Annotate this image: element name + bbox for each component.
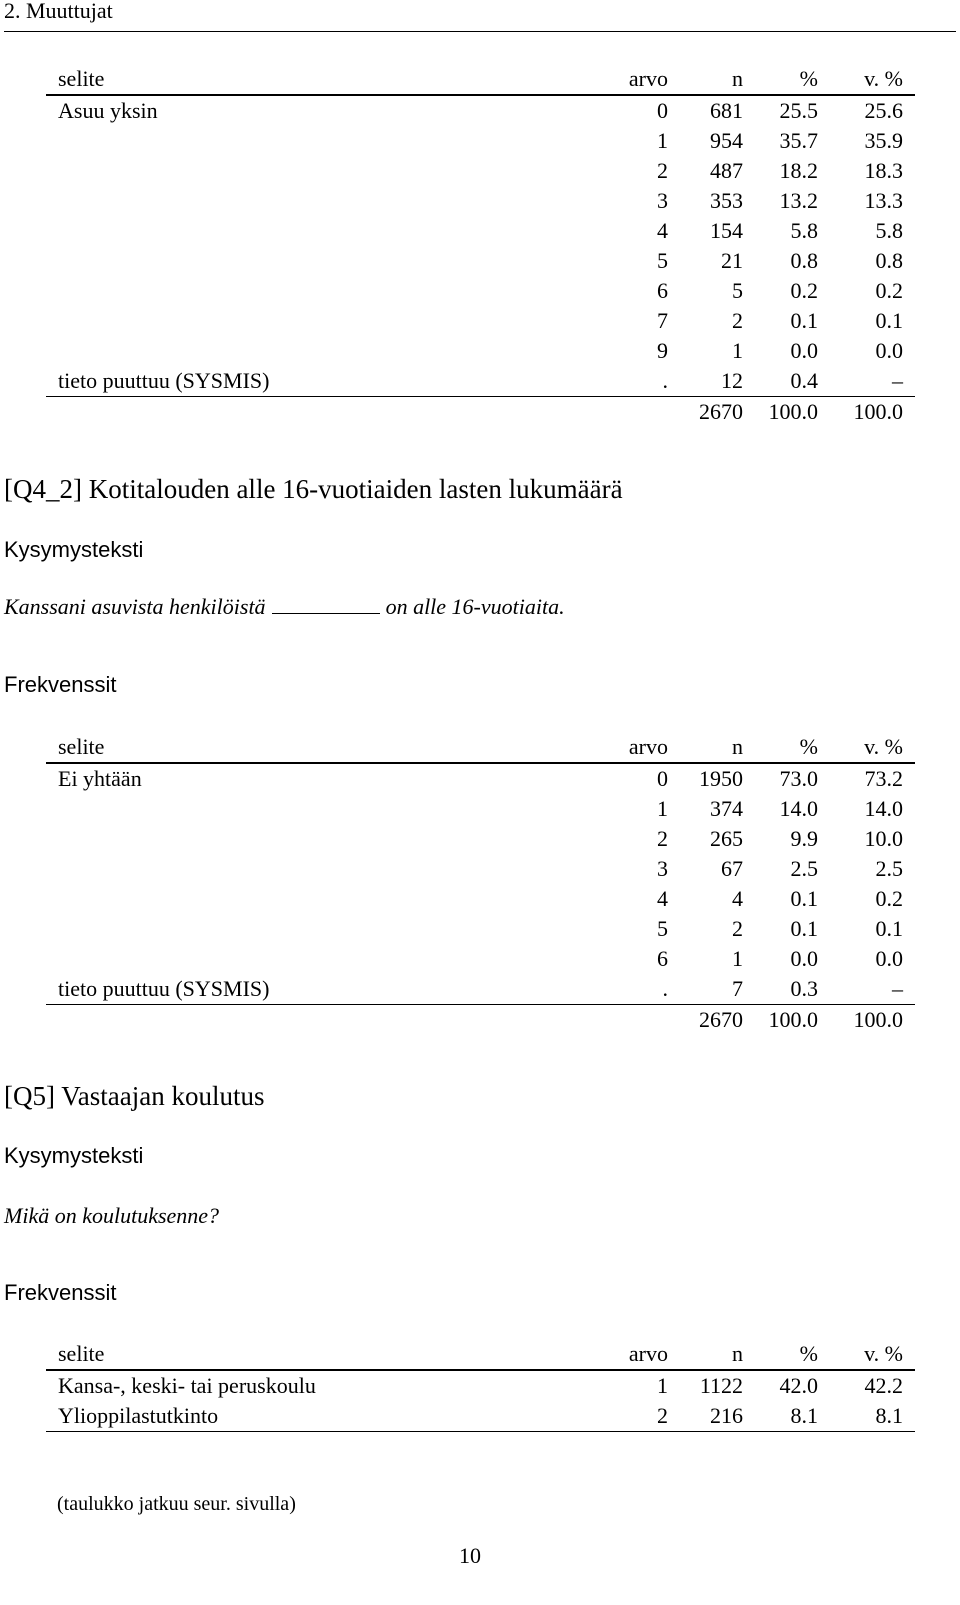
question-text-q4-2 (4, 594, 565, 620)
cell-n: 353 (710, 188, 743, 213)
cell-arvo: 6 (657, 946, 668, 971)
total-row (46, 397, 915, 428)
cell-selite: Kansa-, keski- tai peruskoulu (58, 1373, 316, 1398)
col-header-arvo: arvo (628, 66, 668, 91)
cell-pct: 42.0 (779, 1373, 818, 1398)
freq-table-q5 (46, 1339, 915, 1432)
cell-arvo: . (662, 368, 668, 393)
cell-arvo: 1 (657, 128, 668, 153)
cell-arvo: 0 (657, 766, 668, 791)
cell-arvo: 4 (657, 886, 668, 911)
freq-heading-q4-2: Frekvenssit (4, 672, 117, 697)
cell-arvo: 0 (657, 98, 668, 123)
cell-selite: Ylioppilastutkinto (58, 1403, 219, 1428)
cell-n: 216 (710, 1403, 743, 1428)
cell-arvo: 3 (657, 188, 668, 213)
cell-pct: 13.2 (779, 188, 818, 213)
cell-pct: 8.1 (790, 1403, 818, 1428)
cell-pct: 2.5 (790, 856, 818, 881)
total-row (46, 1005, 915, 1036)
total-arvo (588, 1005, 668, 1036)
question-text-q5: Mikä on koulutuksenne? (4, 1203, 220, 1228)
cell-n: 67 (721, 856, 743, 881)
cell-selite (46, 944, 588, 974)
table-row (46, 276, 915, 306)
table-row (46, 306, 915, 336)
cell-arvo: 5 (657, 248, 668, 273)
cell-selite: tieto puuttuu (SYSMIS) (58, 368, 270, 393)
table-row (46, 824, 915, 854)
cell-arvo: 4 (657, 218, 668, 243)
cell-valid-pct: 0.2 (875, 278, 903, 303)
cell-valid-pct: 0.8 (875, 248, 903, 273)
cell-pct: 0.0 (790, 338, 818, 363)
table-row (46, 336, 915, 366)
cell-n: 4 (732, 886, 743, 911)
col-header-selite: selite (58, 66, 105, 91)
cell-arvo: 9 (657, 338, 668, 363)
cell-pct: 14.0 (779, 796, 818, 821)
table-row (46, 366, 915, 397)
cell-valid-pct: 10.0 (864, 826, 903, 851)
cell-valid-pct: – (892, 976, 903, 1001)
variable-title-q4-2: [Q4_2] Kotitalouden alle 16-vuotiaiden lasten lukumäärä (4, 474, 623, 504)
cell-n: 487 (710, 158, 743, 183)
table-row (46, 1401, 915, 1432)
cell-n: 154 (710, 218, 743, 243)
cell-n: 12 (721, 368, 743, 393)
cell-arvo: 1 (657, 1373, 668, 1398)
cell-n: 5 (732, 278, 743, 303)
table-body (46, 95, 915, 397)
table-body (46, 763, 915, 1005)
table-row (46, 1370, 915, 1401)
cell-pct: 18.2 (779, 158, 818, 183)
cell-n: 21 (721, 248, 743, 273)
table-continues-note: (taulukko jatkuu seur. sivulla) (57, 1493, 296, 1515)
cell-n: 374 (710, 796, 743, 821)
table-row (46, 884, 915, 914)
cell-arvo: . (662, 976, 668, 1001)
cell-pct: 0.4 (790, 368, 818, 393)
freq-table-asuu-yksin (46, 64, 915, 427)
cell-arvo: 6 (657, 278, 668, 303)
cell-selite (46, 246, 588, 276)
col-header-n: n (732, 66, 743, 91)
cell-selite (46, 216, 588, 246)
cell-n: 1 (732, 946, 743, 971)
cell-selite (46, 156, 588, 186)
question-text-after: on alle 16-vuotiaita. (385, 594, 565, 619)
cell-n: 2 (732, 916, 743, 941)
total-n: 2670 (699, 1007, 743, 1032)
cell-pct: 0.1 (790, 916, 818, 941)
section-header: 2. Muuttujat (4, 0, 113, 23)
cell-valid-pct: 18.3 (864, 158, 903, 183)
cell-n: 954 (710, 128, 743, 153)
cell-pct: 0.1 (790, 308, 818, 333)
cell-selite (46, 794, 588, 824)
table-row (46, 763, 915, 794)
cell-valid-pct: 25.6 (864, 98, 903, 123)
cell-selite (46, 276, 588, 306)
cell-valid-pct: 0.1 (875, 308, 903, 333)
table-row (46, 95, 915, 126)
total-arvo (588, 397, 668, 428)
cell-valid-pct: 13.3 (864, 188, 903, 213)
cell-pct: 0.0 (790, 946, 818, 971)
cell-selite (46, 186, 588, 216)
cell-selite (46, 914, 588, 944)
cell-valid-pct: 14.0 (864, 796, 903, 821)
table-header-row (46, 1339, 915, 1370)
total-label (46, 397, 588, 428)
col-header-valid-pct: v. % (864, 1341, 903, 1366)
cell-pct: 5.8 (790, 218, 818, 243)
cell-arvo: 5 (657, 916, 668, 941)
table-body (46, 1370, 915, 1432)
table-row (46, 156, 915, 186)
col-header-n: n (732, 734, 743, 759)
col-header-arvo: arvo (628, 734, 668, 759)
cell-valid-pct: 0.0 (875, 338, 903, 363)
table-row (46, 794, 915, 824)
cell-valid-pct: 8.1 (875, 1403, 903, 1428)
total-valid-pct: 100.0 (853, 1007, 903, 1032)
col-header-valid-pct: v. % (864, 66, 903, 91)
cell-selite: Ei yhtään (58, 766, 142, 791)
cell-arvo: 3 (657, 856, 668, 881)
cell-valid-pct: 5.8 (875, 218, 903, 243)
total-n: 2670 (699, 399, 743, 424)
col-header-selite: selite (58, 1341, 105, 1366)
total-label (46, 1005, 588, 1036)
total-valid-pct: 100.0 (853, 399, 903, 424)
cell-pct: 0.3 (790, 976, 818, 1001)
question-text-before: Kanssani asuvista henkilöistä (4, 594, 266, 619)
cell-selite (46, 824, 588, 854)
cell-pct: 0.8 (790, 248, 818, 273)
cell-n: 1950 (699, 766, 743, 791)
cell-pct: 35.7 (779, 128, 818, 153)
table-row (46, 246, 915, 276)
cell-pct: 73.0 (779, 766, 818, 791)
cell-selite (46, 126, 588, 156)
cell-arvo: 2 (657, 826, 668, 851)
cell-n: 1122 (699, 1373, 743, 1398)
cell-valid-pct: 0.0 (875, 946, 903, 971)
total-pct: 100.0 (768, 399, 818, 424)
cell-pct: 25.5 (779, 98, 818, 123)
table-row (46, 854, 915, 884)
cell-arvo: 2 (657, 1403, 668, 1428)
cell-pct: 0.1 (790, 886, 818, 911)
freq-table-q4-2 (46, 732, 915, 1035)
table-row (46, 126, 915, 156)
col-header-selite: selite (58, 734, 105, 759)
total-pct: 100.0 (768, 1007, 818, 1032)
cell-arvo: 1 (657, 796, 668, 821)
cell-n: 265 (710, 826, 743, 851)
cell-valid-pct: 73.2 (864, 766, 903, 791)
cell-pct: 0.2 (790, 278, 818, 303)
cell-valid-pct: 0.1 (875, 916, 903, 941)
table-header-row (46, 732, 915, 763)
variable-title-q5: [Q5] Vastaajan koulutus (4, 1081, 265, 1111)
cell-n: 681 (710, 98, 743, 123)
cell-valid-pct: 0.2 (875, 886, 903, 911)
question-heading-q4-2: Kysymysteksti (4, 537, 144, 562)
cell-pct: 9.9 (790, 826, 818, 851)
cell-selite (46, 854, 588, 884)
col-header-n: n (732, 1341, 743, 1366)
table-row (46, 944, 915, 974)
freq-heading-q5: Frekvenssit (4, 1280, 117, 1305)
cell-n: 1 (732, 338, 743, 363)
table-row (46, 216, 915, 246)
col-header-arvo: arvo (628, 1341, 668, 1366)
answer-blank (272, 595, 380, 614)
col-header-pct: % (799, 734, 818, 759)
cell-selite: tieto puuttuu (SYSMIS) (58, 976, 270, 1001)
cell-valid-pct: 35.9 (864, 128, 903, 153)
header-rule (4, 31, 956, 32)
table-row (46, 186, 915, 216)
question-heading-q5: Kysymysteksti (4, 1143, 144, 1168)
table-row (46, 914, 915, 944)
cell-selite (46, 306, 588, 336)
cell-valid-pct: 2.5 (875, 856, 903, 881)
cell-n: 7 (732, 976, 743, 1001)
cell-arvo: 2 (657, 158, 668, 183)
page-number: 10 (459, 1543, 481, 1568)
table-row (46, 974, 915, 1005)
cell-n: 2 (732, 308, 743, 333)
col-header-pct: % (799, 1341, 818, 1366)
cell-selite (46, 336, 588, 366)
cell-arvo: 7 (657, 308, 668, 333)
col-header-valid-pct: v. % (864, 734, 903, 759)
cell-selite (46, 884, 588, 914)
cell-selite: Asuu yksin (58, 98, 158, 123)
cell-valid-pct: – (892, 368, 903, 393)
table-header-row (46, 64, 915, 95)
col-header-pct: % (799, 66, 818, 91)
cell-valid-pct: 42.2 (864, 1373, 903, 1398)
